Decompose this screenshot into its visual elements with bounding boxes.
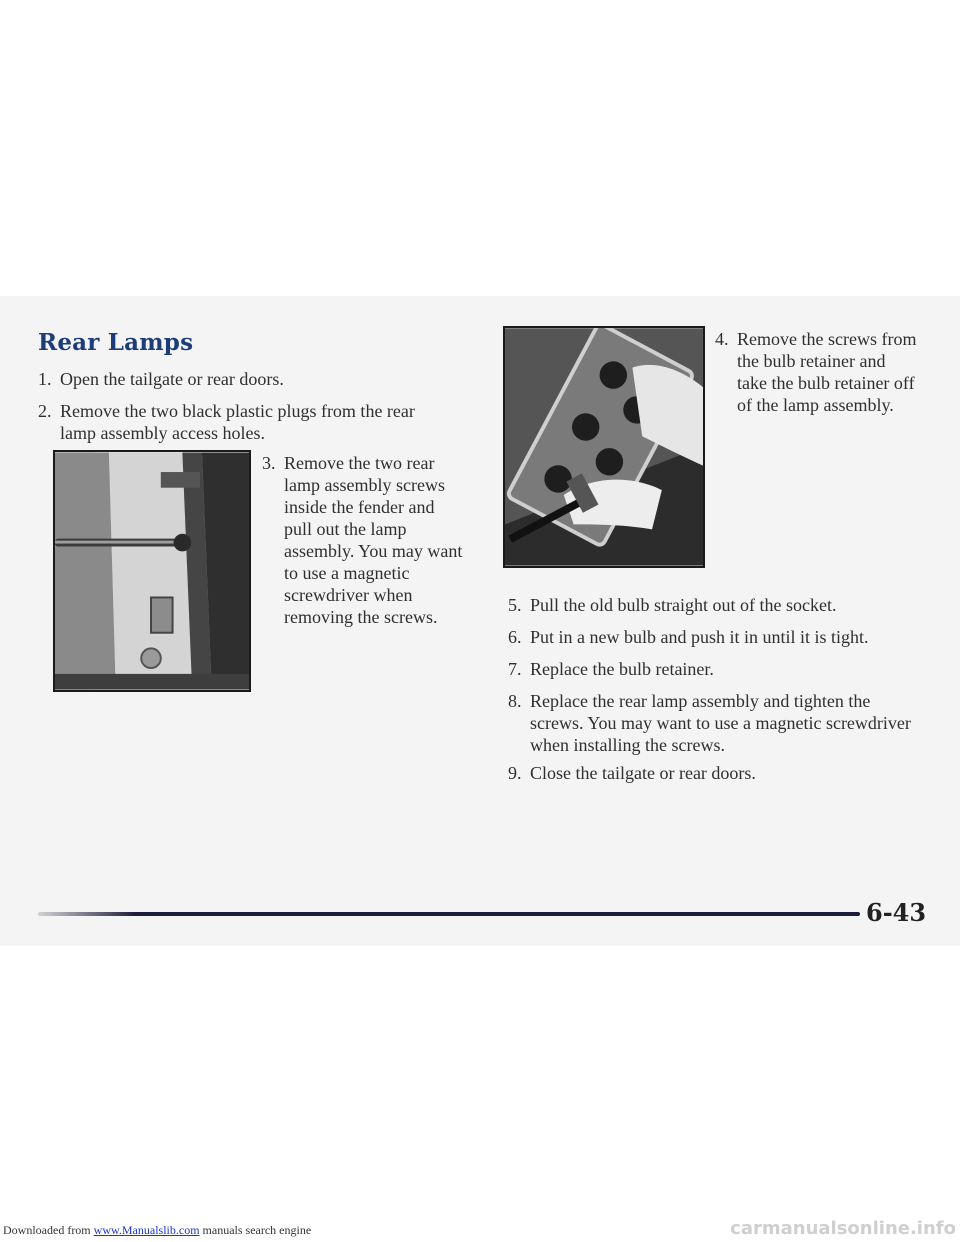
step-text-line: the bulb retainer and — [737, 351, 886, 371]
step-5 — [508, 594, 938, 616]
step-number: 9. — [508, 763, 522, 783]
manualslib-link[interactable]: www.Manualslib.com — [93, 1223, 200, 1237]
step-text-line: screwdriver when — [284, 585, 413, 605]
step-text-line: removing the screws. — [284, 607, 438, 627]
step-text-line: assembly. You may want — [284, 541, 463, 561]
step-4 — [715, 328, 945, 416]
step-text-line: of the lamp assembly. — [737, 395, 894, 415]
step-number: 8. — [508, 691, 522, 711]
step-6 — [508, 626, 938, 648]
step-text-line: to use a magnetic — [284, 563, 410, 583]
step-text-line: Remove the two black plastic plugs from the rear — [60, 401, 415, 421]
step-number: 6. — [508, 627, 522, 647]
page-title: Rear Lamps — [38, 329, 194, 356]
step-text: Close the tailgate or rear doors. — [530, 763, 756, 783]
step-text: Put in a new bulb and push it in until it is tight. — [530, 627, 869, 647]
step-text-line: when installing the screws. — [530, 735, 725, 755]
download-suffix: manuals search engine — [202, 1223, 312, 1237]
step-number: 1. — [38, 369, 52, 389]
step-text-line: lamp assembly access holes. — [60, 423, 265, 443]
download-notice — [3, 1223, 311, 1238]
step-text-line: screws. You may want to use a magnetic screwdriver — [530, 713, 911, 733]
rear-lamp-screw-photo — [53, 450, 251, 692]
step-text-line: Remove the screws from — [737, 329, 917, 349]
step-number: 4. — [715, 329, 729, 349]
step-9 — [508, 762, 938, 784]
step-text-line: pull out the lamp — [284, 519, 407, 539]
bulb-retainer-photo — [503, 326, 705, 568]
step-text-line: Remove the two rear — [284, 453, 435, 473]
step-number: 5. — [508, 595, 522, 615]
step-3 — [262, 452, 482, 628]
download-prefix: Downloaded from — [3, 1223, 91, 1237]
watermark: carmanualsonline.info — [730, 1218, 956, 1239]
page-number: 6-43 — [866, 898, 927, 927]
step-text-line: Replace the rear lamp assembly and tighten the — [530, 691, 871, 711]
footer-rule — [38, 912, 860, 916]
step-number: 7. — [508, 659, 522, 679]
step-number: 2. — [38, 401, 52, 421]
step-text: Pull the old bulb straight out of the socket. — [530, 595, 837, 615]
step-text: Replace the bulb retainer. — [530, 659, 714, 679]
step-7 — [508, 658, 938, 680]
step-2 — [38, 400, 468, 444]
step-8 — [508, 690, 948, 756]
step-text: Open the tailgate or rear doors. — [60, 369, 284, 389]
step-text-line: take the bulb retainer off — [737, 373, 915, 393]
step-number: 3. — [262, 453, 276, 473]
step-text-line: inside the fender and — [284, 497, 435, 517]
step-text-line: lamp assembly screws — [284, 475, 445, 495]
step-1 — [38, 368, 458, 390]
